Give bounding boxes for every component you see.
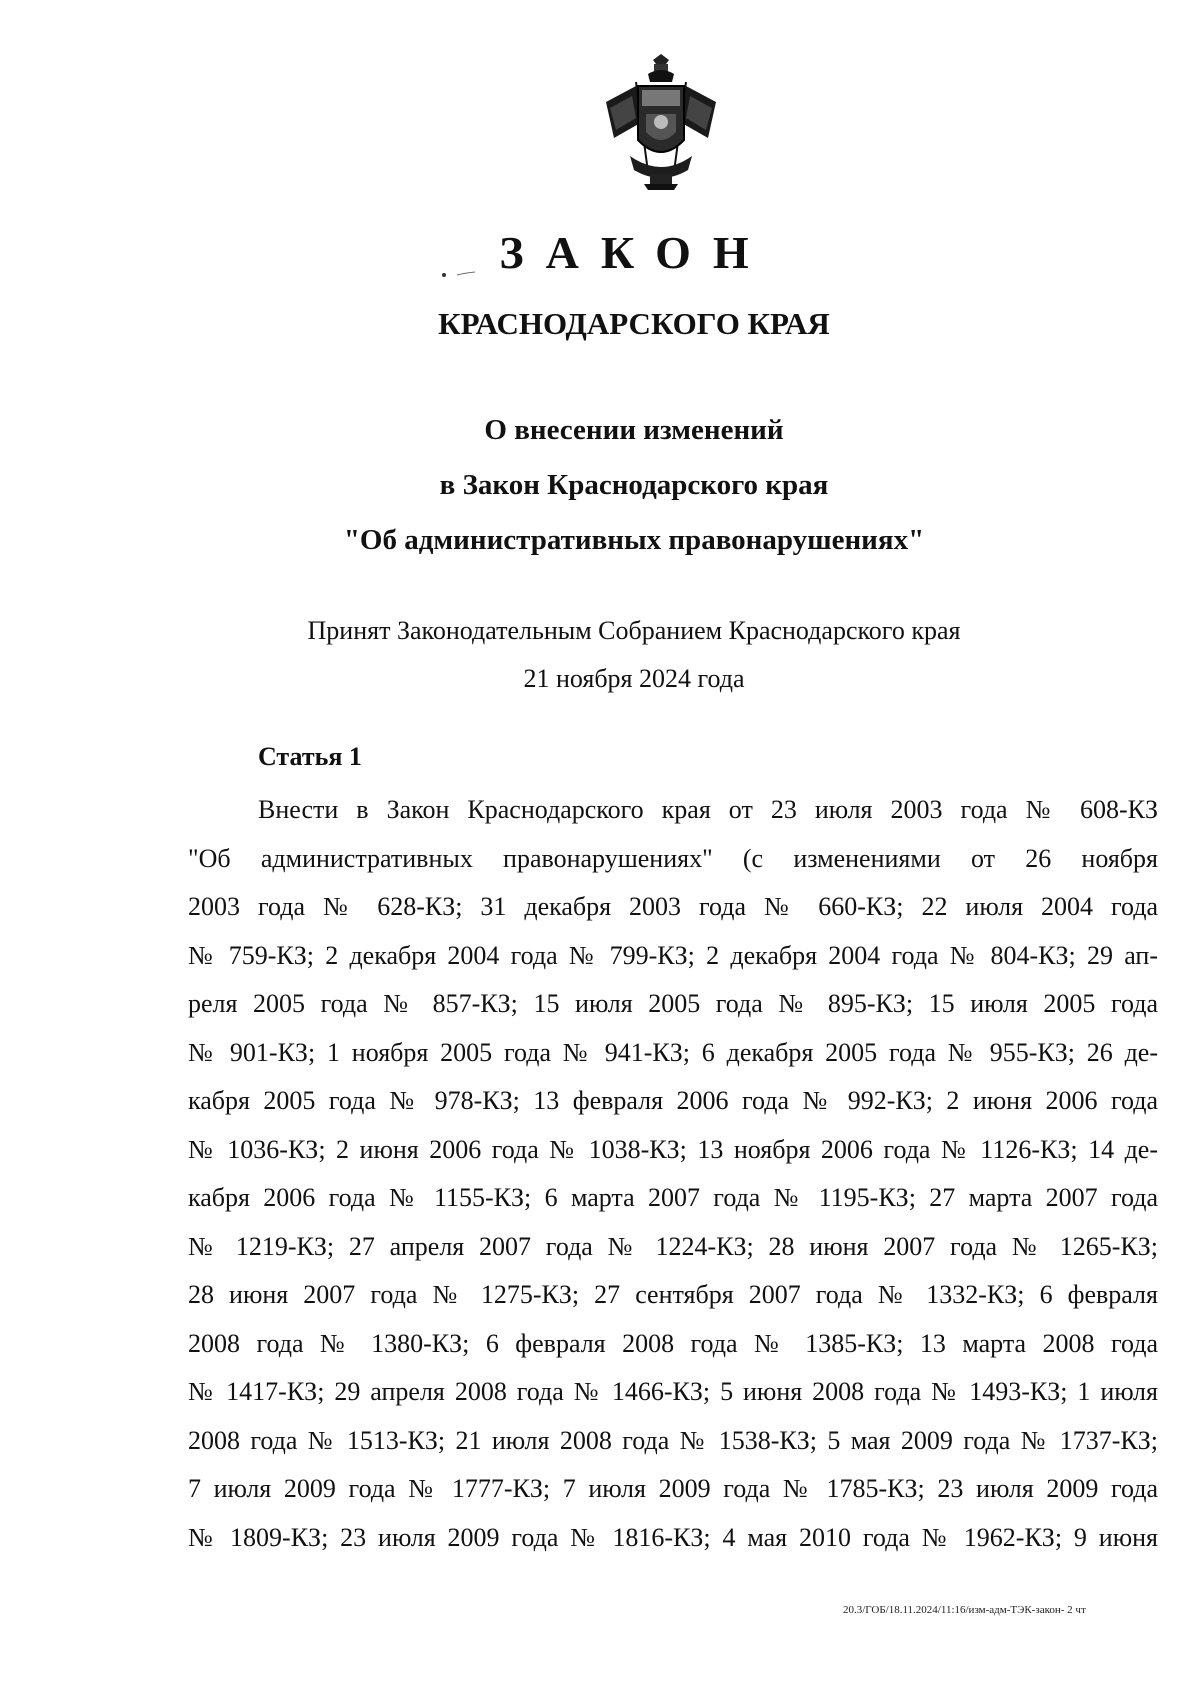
law-title-line-2: в Закон Краснодарского края	[439, 469, 829, 501]
coat-of-arms-emblem	[596, 52, 726, 192]
article-line: № 1036-КЗ; 2 июня 2006 года № 1038-КЗ; 13 ноября 2006 года № 1126-КЗ; 14 де-	[188, 1134, 1158, 1164]
article-line: кабря 2005 года № 978-КЗ; 13 февраля 2006 года № 992-КЗ; 2 июня 2006 года	[188, 1086, 1158, 1115]
article-line: № 1219-КЗ; 27 апреля 2007 года № 1224-КЗ; 28 июня 2007 года № 1265-КЗ;	[188, 1231, 1158, 1261]
law-title-line-3: "Об административных правонарушениях"	[343, 524, 925, 556]
article-title: Статья 1	[258, 742, 362, 771]
article-line: № 759-КЗ; 2 декабря 2004 года № 799-КЗ; 2 декабря 2004 года № 804-КЗ; 29 ап-	[188, 940, 1158, 970]
article-line: реля 2005 года № 857-КЗ; 15 июля 2005 года № 895-КЗ; 15 июля 2005 года	[188, 989, 1158, 1018]
law-title-line-1: О внесении изменений	[484, 414, 784, 446]
adoption-statement: Принят Законодательным Собранием Краснодарского края	[307, 616, 961, 645]
article-line: 2008 года № 1380-КЗ; 6 февраля 2008 года № 1385-КЗ; 13 марта 2008 года	[188, 1328, 1158, 1358]
article-line: "Об административных правонарушениях" (с изменениями от 26 ноября	[188, 843, 1158, 873]
article-body	[188, 786, 1158, 1562]
law-heading: ЗАКОН	[499, 227, 771, 278]
region-heading: КРАСНОДАРСКОГО КРАЯ	[438, 306, 830, 341]
article-line: 2003 года № 628-КЗ; 31 декабря 2003 года № 660-КЗ; 22 июля 2004 года	[188, 892, 1158, 921]
article-line: № 1809-КЗ; 23 июля 2009 года № 1816-КЗ; 4 мая 2010 года № 1962-КЗ; 9 июня	[188, 1522, 1158, 1552]
document-footer-code: 20.3/ГОБ/18.11.2024/11:16/изм-адм-ТЭК-закон- 2 чт	[843, 1604, 1086, 1616]
adoption-date: 21 ноября 2024 года	[523, 664, 745, 693]
article-line: Внести в Закон Краснодарского края от 23 июля 2003 года № 608-КЗ	[258, 795, 1158, 824]
article-line: 28 июня 2007 года № 1275-КЗ; 27 сентября 2007 года № 1332-КЗ; 6 февраля	[188, 1280, 1158, 1309]
article-line: № 901-КЗ; 1 ноября 2005 года № 941-КЗ; 6 декабря 2005 года № 955-КЗ; 26 де-	[188, 1037, 1158, 1067]
article-line: 2008 года № 1513-КЗ; 21 июля 2008 года № 1538-КЗ; 5 мая 2009 года № 1737-КЗ;	[188, 1425, 1158, 1455]
article-line: 7 июля 2009 года № 1777-КЗ; 7 июля 2009 года № 1785-КЗ; 23 июля 2009 года	[188, 1474, 1158, 1503]
article-line: № 1417-КЗ; 29 апреля 2008 года № 1466-КЗ; 5 июня 2008 года № 1493-КЗ; 1 июля	[188, 1377, 1158, 1406]
article-line: кабря 2006 года № 1155-КЗ; 6 марта 2007 года № 1195-КЗ; 27 марта 2007 года	[188, 1183, 1158, 1212]
